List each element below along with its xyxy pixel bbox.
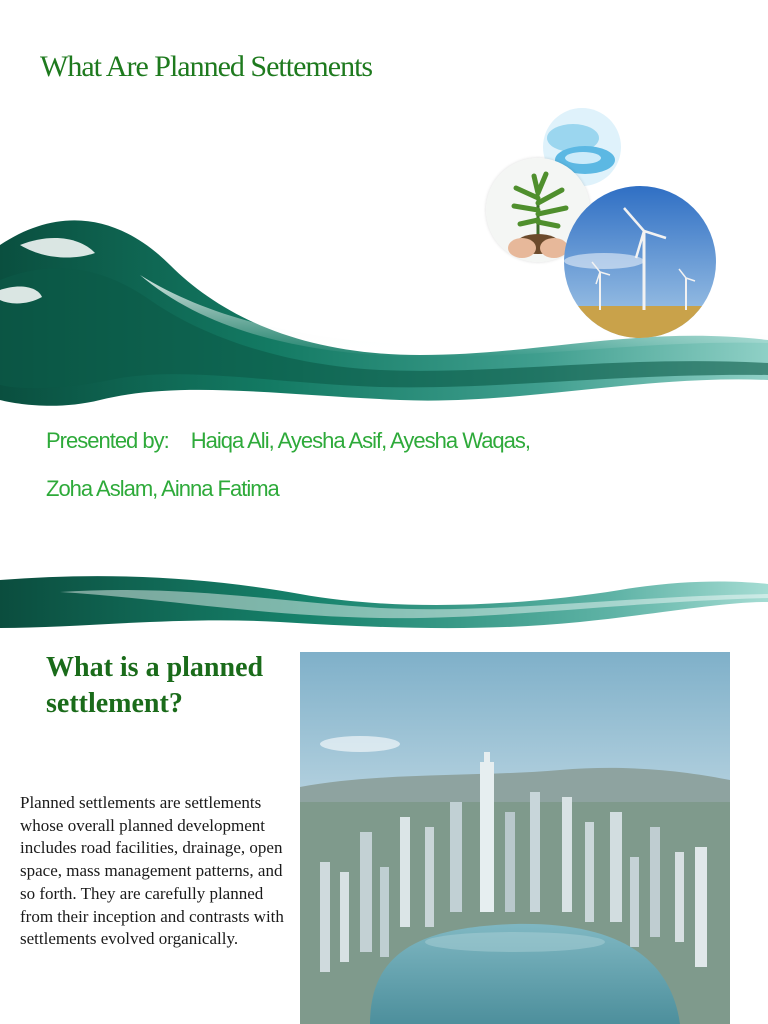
- teal-wave-header: [0, 572, 768, 634]
- slide-heading: What is a planned settlement?: [46, 652, 264, 719]
- definition-paragraph: Planned settlements are settlements whose overall planned development includes road facilities, drainage, open space, mass management patterns, and so forth. They are carefully planned from their inception and contrasts with settlements evolved organically.: [20, 793, 284, 949]
- presenters-line-1: [46, 428, 530, 454]
- content-slide: [0, 572, 768, 1024]
- slide-separator: [0, 560, 768, 572]
- presenter-names-2: Zoha Aslam, Ainna Fatima: [46, 476, 279, 501]
- slide-title: What Are Planned Settements: [40, 50, 373, 83]
- city-skyline-lake-image: [300, 652, 730, 1024]
- presenter-names-1: Haiqa Ali, Ayesha Asif, Ayesha Waqas,: [190, 428, 531, 453]
- wind-turbines-image: [564, 186, 716, 338]
- presented-by-label: Presented by:: [46, 428, 169, 453]
